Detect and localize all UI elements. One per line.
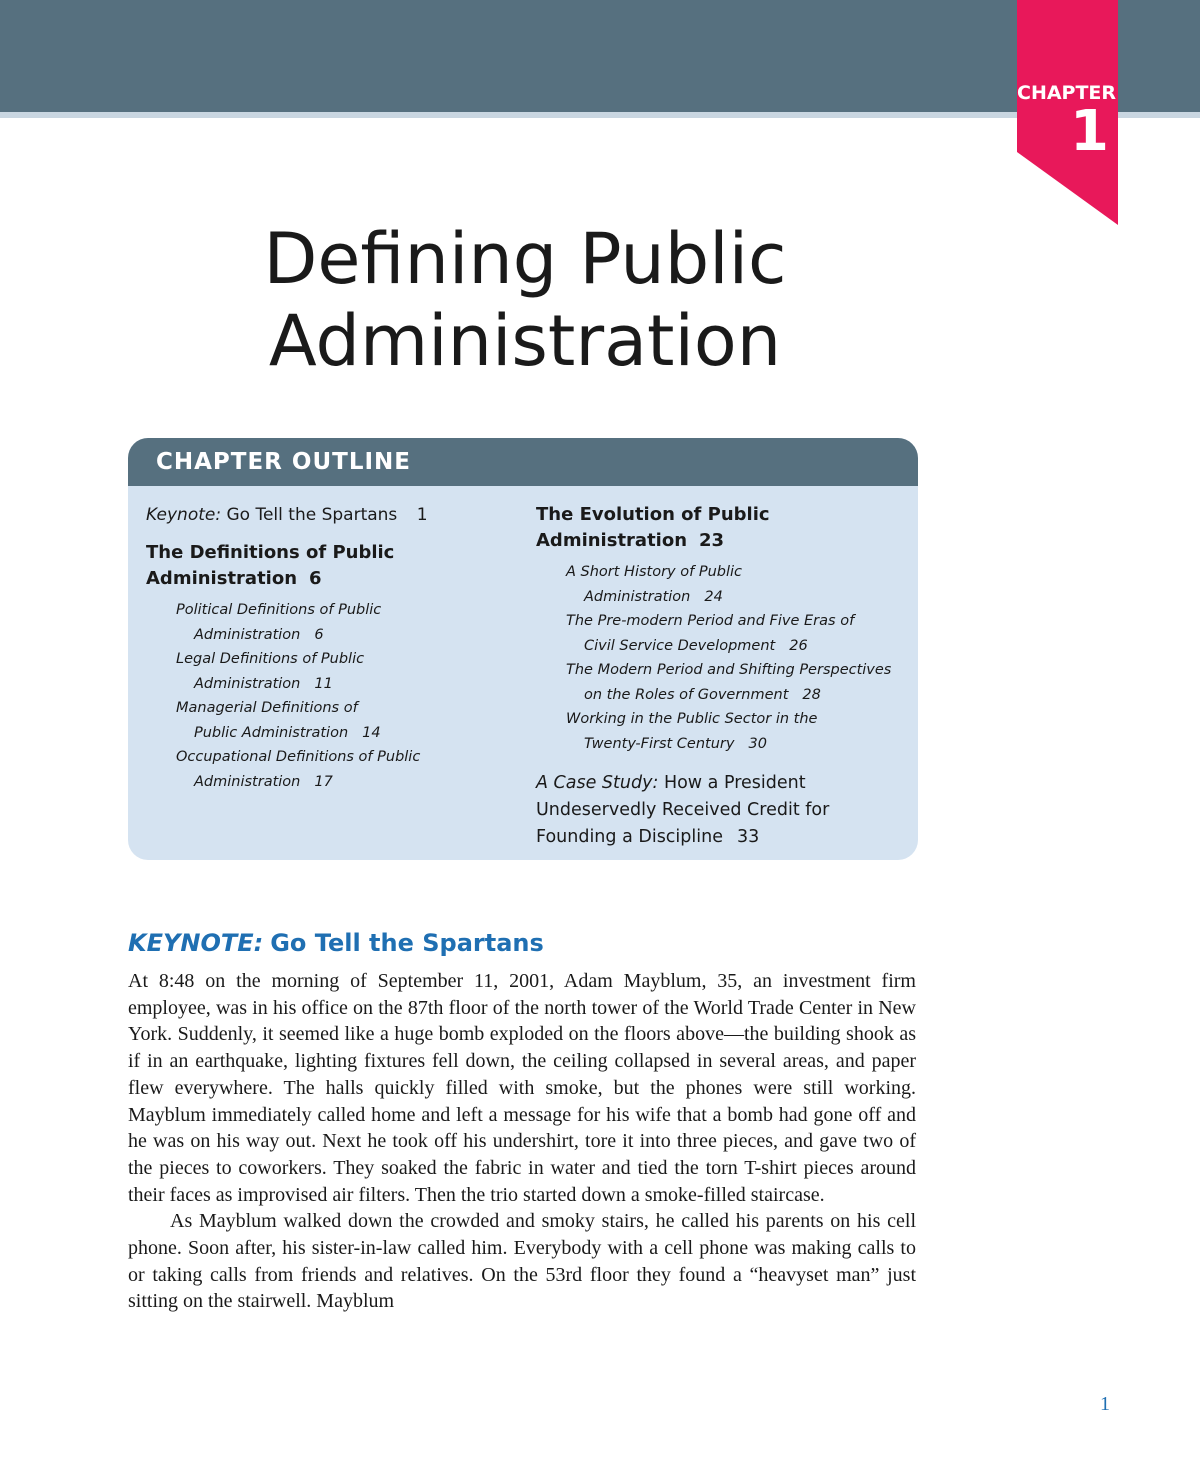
outline-section-line: The Definitions of Public [146, 542, 395, 563]
outline-case-study-line: How a President [663, 773, 806, 793]
outline-subsection-page: 17 [314, 773, 333, 790]
outline-keynote-text: Go Tell the Spartans [226, 505, 398, 525]
keynote-heading-text: Go Tell the Spartans [270, 929, 544, 957]
outline-subsection-line: Political Definitions of Public [176, 602, 382, 618]
outline-subsection [146, 598, 506, 647]
outline-subsection-line: Administration [194, 773, 301, 790]
page-title-line-2: Administration [268, 300, 782, 382]
outline-subsection-line: on the Roles of Government [584, 686, 789, 703]
outline-subsection-page: 26 [789, 637, 808, 654]
outline-subsection [536, 609, 908, 658]
chapter-number: 1 [1070, 99, 1109, 164]
page-number: 1 [1100, 1393, 1110, 1415]
outline-subsection-list [146, 598, 506, 794]
outline-section-evolution [536, 502, 908, 554]
outline-case-study-line: Undeservedly Received Credit for [536, 800, 830, 820]
outline-subsection-line: A Short History of Public [566, 564, 742, 580]
outline-subsection-line: The Pre-modern Period and Five Eras of [566, 613, 855, 629]
outline-section-line: The Evolution of Public [536, 504, 770, 525]
outline-subsection [146, 745, 506, 794]
outline-section-line [146, 566, 506, 592]
chapter-outline-box [128, 438, 918, 860]
outline-section-line [536, 528, 908, 554]
outline-left-column [146, 502, 506, 794]
outline-subsection-line: Working in the Public Sector in the [566, 711, 818, 727]
outline-subsection [536, 658, 908, 707]
outline-keynote-prefix: Keynote: [146, 505, 222, 525]
page-title-line-1: Defining Public [263, 218, 787, 300]
keynote-heading-prefix: KEYNOTE: [128, 929, 264, 957]
chapter-tab [1017, 0, 1118, 225]
outline-subsection [146, 696, 506, 745]
outline-subsection-line: Administration [194, 626, 301, 643]
outline-case-study-line: Founding a Discipline [536, 827, 723, 847]
outline-subsection [146, 647, 506, 696]
outline-subsection-line: The Modern Period and Shifting Perspectives [566, 662, 892, 678]
outline-subsection-page: 6 [314, 626, 324, 643]
outline-subsection-line: Public Administration [194, 724, 349, 741]
outline-keynote-page: 1 [416, 505, 428, 525]
outline-section-page: 23 [699, 530, 725, 551]
outline-subsection-page: 11 [314, 675, 333, 692]
body-paragraph-2: As Mayblum walked down the crowded and smoky stairs, he called his parents on his cell phone. Soon after, his sister-in-law called him. Everybody with a cell phone was making calls to or taking calls from friends and relatives. On the 53rd floor they found a “heavyset man” just sitting on the stairwell. Mayblum [128, 1210, 916, 1313]
outline-subsection-line: Legal Definitions of Public [176, 651, 365, 667]
outline-subsection-line: Twenty-First Century [584, 735, 735, 752]
page-title [200, 218, 850, 382]
outline-subsection [536, 560, 908, 609]
outline-right-column [536, 502, 908, 851]
outline-subsection-line: Managerial Definitions of [176, 700, 358, 716]
outline-case-study-page: 33 [736, 827, 760, 847]
outline-subsection-line: Civil Service Development [584, 637, 776, 654]
chapter-label: CHAPTER [1017, 82, 1117, 104]
outline-section-text: Administration [146, 568, 298, 589]
outline-subsection-page: 30 [748, 735, 767, 752]
outline-section-page: 6 [309, 568, 322, 589]
outline-subsection-line: Occupational Definitions of Public [176, 749, 421, 765]
outline-subsection-page: 14 [362, 724, 381, 741]
chapter-outline-header: CHAPTER OUTLINE [128, 438, 918, 486]
outline-subsection-line: Administration [584, 588, 691, 605]
outline-subsection-line: Administration [194, 675, 301, 692]
outline-section-definitions [146, 540, 506, 592]
outline-section-text: Administration [536, 530, 688, 551]
keynote-heading [128, 926, 544, 960]
outline-subsection [536, 707, 908, 756]
outline-subsection-page: 28 [802, 686, 821, 703]
outline-subsection-page: 24 [704, 588, 723, 605]
outline-case-study-entry [536, 770, 908, 851]
outline-keynote-entry [146, 502, 506, 528]
outline-subsection-list [536, 560, 908, 756]
body-paragraph-1: At 8:48 on the morning of September 11, 2001, Adam Mayblum, 35, an investment firm employee, was in his office on the 87th floor of the north tower of the World Trade Center in New York. Suddenly, it seemed like a huge bomb exploded on the floors above—the building shook as if in an earthquake, lighting fixtures fell down, the ceiling collapsed in several areas, and paper flew everywhere. The halls quickly filled with smoke, but the phones were still working. Mayblum immediately called home and left a message for his wife that a bomb had gone off and he was on his way out. Next he took off his undershirt, tore it into three pieces, and gave two of the pieces to coworkers. They soaked the fabric in water and tied the torn T-shirt pieces around their faces as improvised air filters. Then the trio started down a smoke-filled staircase. [128, 970, 916, 1206]
outline-case-study-prefix: A Case Study: [536, 773, 659, 793]
body-text [128, 968, 916, 1315]
